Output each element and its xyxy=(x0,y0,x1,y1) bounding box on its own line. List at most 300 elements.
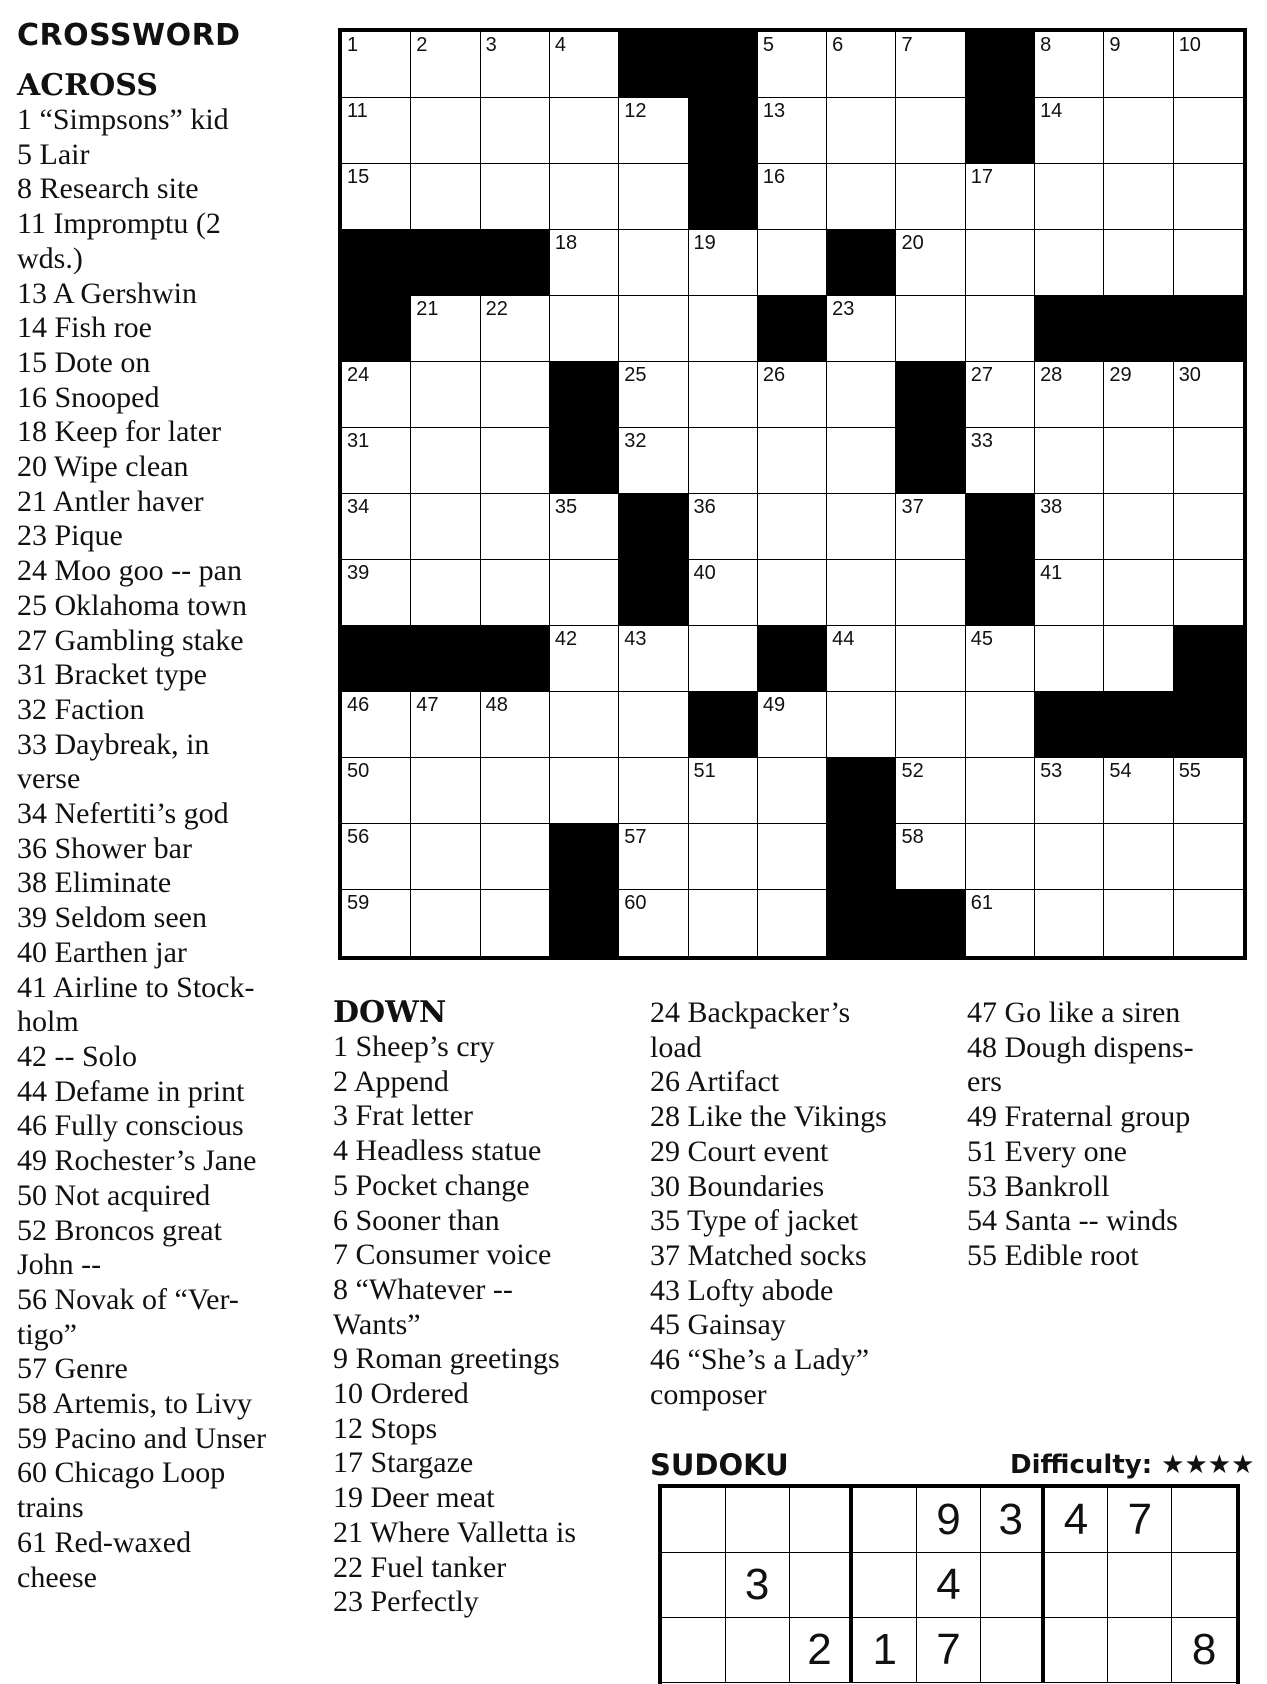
clue-line: verse xyxy=(17,762,81,796)
cell-number: 45 xyxy=(970,628,994,650)
grid-block xyxy=(1104,692,1173,758)
grid-cell[interactable] xyxy=(896,626,965,692)
grid-cell[interactable] xyxy=(1104,626,1173,692)
clue-line: 19 Deer meat xyxy=(333,1481,495,1515)
grid-cell[interactable] xyxy=(966,362,1035,428)
cell-number: 21 xyxy=(416,298,439,320)
grid-cell[interactable] xyxy=(1174,32,1243,98)
clue-line: holm xyxy=(17,1005,79,1039)
grid-cell[interactable] xyxy=(342,692,411,758)
grid-block xyxy=(966,494,1035,560)
cell-number: 3 xyxy=(485,34,497,56)
clue-line: 22 Fuel tanker xyxy=(333,1550,507,1584)
cell-number: 16 xyxy=(762,166,786,188)
clue-line: 59 Pacino and Unser xyxy=(17,1421,267,1455)
sudoku-cell[interactable] xyxy=(662,1488,726,1553)
clue-line: 14 Fish roe xyxy=(17,311,152,345)
grid-cell[interactable] xyxy=(896,758,965,824)
sudoku-cell[interactable]: 3 xyxy=(981,1488,1045,1553)
clue-line: 53 Bankroll xyxy=(967,1169,1110,1203)
sudoku-cell[interactable] xyxy=(726,1488,790,1553)
grid-cell[interactable] xyxy=(689,626,758,692)
clue-line: 52 Broncos great xyxy=(17,1213,222,1247)
clue-line: trains xyxy=(17,1491,84,1525)
grid-cell[interactable] xyxy=(1104,164,1173,230)
grid-cell[interactable] xyxy=(896,98,965,164)
clue-line: 20 Wipe clean xyxy=(17,450,189,484)
cell-number: 23 xyxy=(832,298,855,320)
clue-line: 6 Sooner than xyxy=(333,1203,500,1237)
cell-number: 56 xyxy=(347,826,370,848)
sudoku-cell[interactable] xyxy=(1045,1618,1109,1683)
grid-cell[interactable] xyxy=(1104,494,1173,560)
clue-line: load xyxy=(650,1030,702,1064)
grid-cell[interactable] xyxy=(411,890,480,956)
grid-cell[interactable] xyxy=(827,362,896,428)
grid-cell[interactable] xyxy=(1104,230,1173,296)
grid-cell[interactable] xyxy=(481,560,550,626)
grid-cell[interactable] xyxy=(550,98,619,164)
grid-cell[interactable] xyxy=(1174,164,1243,230)
grid-cell[interactable] xyxy=(1104,824,1173,890)
grid-cell[interactable] xyxy=(896,32,965,98)
grid-cell[interactable] xyxy=(619,692,688,758)
grid-cell[interactable] xyxy=(758,362,827,428)
grid-cell[interactable] xyxy=(896,560,965,626)
sudoku-cell[interactable] xyxy=(1108,1618,1172,1683)
grid-cell[interactable] xyxy=(827,32,896,98)
grid-cell[interactable] xyxy=(411,560,480,626)
clue-line: 24 Moo goo -- pan xyxy=(17,554,242,588)
grid-cell[interactable] xyxy=(689,296,758,362)
cell-number: 11 xyxy=(347,100,368,122)
clue-line: 56 Novak of “Ver- xyxy=(17,1282,239,1316)
cell-number: 26 xyxy=(762,364,786,386)
clue-line: 11 Impromptu (2 xyxy=(17,207,221,241)
grid-block xyxy=(689,692,758,758)
grid-cell[interactable] xyxy=(1174,560,1243,626)
grid-block xyxy=(481,626,550,692)
clue-line: 58 Artemis, to Livy xyxy=(17,1387,252,1421)
grid-block xyxy=(827,890,896,956)
grid-block xyxy=(1174,296,1243,362)
grid-cell[interactable] xyxy=(827,164,896,230)
cell-number: 47 xyxy=(416,694,439,716)
grid-cell[interactable] xyxy=(411,98,480,164)
grid-cell[interactable] xyxy=(758,230,827,296)
clue-line: 21 Where Valletta is xyxy=(333,1515,576,1549)
grid-cell[interactable] xyxy=(619,296,688,362)
grid-cell[interactable] xyxy=(550,560,619,626)
cell-number: 39 xyxy=(347,562,370,584)
grid-cell[interactable] xyxy=(342,758,411,824)
sudoku-cell[interactable]: 4 xyxy=(917,1553,981,1618)
grid-cell[interactable] xyxy=(1035,560,1104,626)
clue-line: 37 Matched socks xyxy=(650,1238,867,1272)
grid-cell[interactable] xyxy=(411,428,480,494)
crossword-grid xyxy=(338,28,1247,960)
grid-cell[interactable] xyxy=(1035,758,1104,824)
grid-cell[interactable] xyxy=(411,362,480,428)
clue-line: tigo” xyxy=(17,1317,77,1351)
grid-cell[interactable] xyxy=(1035,362,1104,428)
clue-line: John -- xyxy=(17,1248,102,1282)
grid-cell[interactable] xyxy=(827,98,896,164)
grid-cell[interactable] xyxy=(342,32,411,98)
grid-cell[interactable] xyxy=(342,824,411,890)
cell-number: 20 xyxy=(901,232,924,254)
grid-cell[interactable] xyxy=(619,362,688,428)
grid-block xyxy=(342,230,411,296)
grid-block xyxy=(342,296,411,362)
cell-number: 43 xyxy=(624,628,647,650)
clue-line: 3 Frat letter xyxy=(333,1099,473,1133)
grid-block xyxy=(966,98,1035,164)
grid-block xyxy=(411,626,480,692)
grid-cell[interactable] xyxy=(550,758,619,824)
grid-cell[interactable] xyxy=(827,626,896,692)
grid-cell[interactable] xyxy=(1035,164,1104,230)
grid-cell[interactable] xyxy=(896,164,965,230)
grid-cell[interactable] xyxy=(827,560,896,626)
grid-cell[interactable] xyxy=(689,758,758,824)
clue-line: 54 Santa -- winds xyxy=(967,1204,1178,1238)
clue-line: 4 Headless statue xyxy=(333,1134,542,1168)
grid-cell[interactable] xyxy=(1174,428,1243,494)
sudoku-cell[interactable] xyxy=(790,1488,854,1553)
grid-cell[interactable] xyxy=(758,32,827,98)
grid-cell[interactable] xyxy=(758,890,827,956)
cell-number: 36 xyxy=(693,496,716,518)
grid-cell[interactable] xyxy=(342,362,411,428)
grid-cell[interactable] xyxy=(619,428,688,494)
clue-line: 5 Pocket change xyxy=(333,1168,530,1202)
cell-number: 29 xyxy=(1109,364,1132,386)
clue-line: 60 Chicago Loop xyxy=(17,1456,226,1490)
grid-cell[interactable] xyxy=(689,230,758,296)
clue-line: 34 Nefertiti’s god xyxy=(17,797,229,831)
grid-block xyxy=(689,98,758,164)
grid-cell[interactable] xyxy=(966,692,1035,758)
grid-block xyxy=(619,494,688,560)
cell-number: 57 xyxy=(624,826,647,848)
grid-cell[interactable] xyxy=(619,890,688,956)
grid-cell[interactable] xyxy=(966,230,1035,296)
grid-cell[interactable] xyxy=(896,296,965,362)
grid-cell[interactable] xyxy=(1104,428,1173,494)
grid-cell[interactable] xyxy=(1174,230,1243,296)
cell-number: 2 xyxy=(416,34,428,56)
grid-cell[interactable] xyxy=(481,692,550,758)
difficulty-rating: Difficulty: ★★★★ xyxy=(1010,1450,1255,1480)
grid-cell[interactable] xyxy=(481,890,550,956)
grid-block xyxy=(758,626,827,692)
grid-cell[interactable] xyxy=(758,560,827,626)
grid-cell[interactable] xyxy=(411,824,480,890)
grid-cell[interactable] xyxy=(481,758,550,824)
grid-cell[interactable] xyxy=(1104,890,1173,956)
down-clue-list-3 xyxy=(967,996,1194,1274)
crossword-title: CROSSWORD xyxy=(17,18,241,53)
cell-number: 44 xyxy=(832,628,855,650)
grid-cell[interactable] xyxy=(1174,494,1243,560)
grid-block xyxy=(481,230,550,296)
grid-cell[interactable] xyxy=(966,758,1035,824)
clue-line: composer xyxy=(650,1377,767,1411)
clue-line: 33 Daybreak, in xyxy=(17,727,210,761)
grid-cell[interactable] xyxy=(896,230,965,296)
grid-cell[interactable] xyxy=(342,164,411,230)
grid-cell[interactable] xyxy=(689,362,758,428)
grid-cell[interactable] xyxy=(1035,890,1104,956)
grid-cell[interactable] xyxy=(411,692,480,758)
grid-cell[interactable] xyxy=(1174,758,1243,824)
grid-cell[interactable] xyxy=(966,296,1035,362)
clue-line: 8 “Whatever -- xyxy=(333,1272,513,1306)
grid-cell[interactable] xyxy=(619,98,688,164)
cell-number: 41 xyxy=(1040,562,1063,584)
grid-cell[interactable] xyxy=(1174,890,1243,956)
cell-number: 37 xyxy=(901,496,924,518)
cell-number: 42 xyxy=(554,628,578,650)
grid-cell[interactable] xyxy=(481,32,550,98)
clue-line: cheese xyxy=(17,1560,97,1594)
clue-line: 43 Lofty abode xyxy=(650,1273,834,1307)
grid-cell[interactable] xyxy=(411,164,480,230)
grid-cell[interactable] xyxy=(481,164,550,230)
clue-line: 55 Edible root xyxy=(967,1238,1139,1272)
grid-cell[interactable] xyxy=(619,164,688,230)
grid-block xyxy=(966,560,1035,626)
sudoku-cell[interactable]: 9 xyxy=(917,1488,981,1553)
clue-line: 61 Red-waxed xyxy=(17,1525,192,1559)
grid-cell[interactable] xyxy=(1174,824,1243,890)
grid-block xyxy=(1035,692,1104,758)
grid-cell[interactable] xyxy=(896,494,965,560)
grid-cell[interactable] xyxy=(689,494,758,560)
clue-line: 13 A Gershwin xyxy=(17,276,197,310)
clue-line: 9 Roman greetings xyxy=(333,1342,560,1376)
clue-line: 40 Earthen jar xyxy=(17,935,187,969)
grid-cell[interactable] xyxy=(827,428,896,494)
sudoku-cell[interactable] xyxy=(662,1553,726,1618)
grid-cell[interactable] xyxy=(481,98,550,164)
grid-cell[interactable] xyxy=(481,296,550,362)
grid-cell[interactable] xyxy=(411,758,480,824)
cell-number: 60 xyxy=(624,892,647,914)
grid-cell[interactable] xyxy=(966,824,1035,890)
sudoku-cell[interactable] xyxy=(1108,1553,1172,1618)
grid-cell[interactable] xyxy=(1174,362,1243,428)
cell-number: 54 xyxy=(1109,760,1132,782)
grid-cell[interactable] xyxy=(550,692,619,758)
grid-cell[interactable] xyxy=(619,824,688,890)
grid-block xyxy=(827,824,896,890)
grid-cell[interactable] xyxy=(550,626,619,692)
sudoku-cell[interactable] xyxy=(790,1553,854,1618)
grid-cell[interactable] xyxy=(689,824,758,890)
sudoku-cell[interactable] xyxy=(726,1618,790,1683)
grid-cell[interactable] xyxy=(1104,32,1173,98)
grid-cell[interactable] xyxy=(1035,428,1104,494)
cell-number: 34 xyxy=(347,496,370,518)
clue-line: wds.) xyxy=(17,241,83,275)
grid-cell[interactable] xyxy=(1035,626,1104,692)
cell-number: 33 xyxy=(970,430,994,452)
clue-line: 31 Bracket type xyxy=(17,658,207,692)
cell-number: 19 xyxy=(693,232,716,254)
clue-line: 36 Shower bar xyxy=(17,831,192,865)
grid-block xyxy=(619,32,688,98)
grid-block xyxy=(619,560,688,626)
grid-cell[interactable] xyxy=(758,758,827,824)
grid-cell[interactable] xyxy=(689,428,758,494)
grid-block xyxy=(896,890,965,956)
grid-cell[interactable] xyxy=(481,824,550,890)
grid-cell[interactable] xyxy=(342,428,411,494)
grid-cell[interactable] xyxy=(619,230,688,296)
clue-line: 8 Research site xyxy=(17,172,199,206)
clue-line: 23 Perfectly xyxy=(333,1585,479,1619)
sudoku-cell[interactable]: 7 xyxy=(917,1618,981,1683)
sudoku-cell[interactable]: 7 xyxy=(1108,1488,1172,1553)
cell-number: 4 xyxy=(554,34,567,56)
grid-cell[interactable] xyxy=(342,98,411,164)
grid-cell[interactable] xyxy=(1104,362,1173,428)
grid-cell[interactable] xyxy=(411,32,480,98)
grid-cell[interactable] xyxy=(1174,98,1243,164)
grid-cell[interactable] xyxy=(689,890,758,956)
clue-line: 2 Append xyxy=(333,1064,449,1098)
grid-cell[interactable] xyxy=(1104,98,1173,164)
grid-cell[interactable] xyxy=(411,296,480,362)
sudoku-grid xyxy=(658,1484,1240,1684)
sudoku-cell[interactable] xyxy=(1045,1553,1109,1618)
clue-line: 49 Rochester’s Jane xyxy=(17,1144,257,1178)
clue-line: 49 Fraternal group xyxy=(967,1100,1191,1134)
grid-cell[interactable] xyxy=(342,494,411,560)
grid-cell[interactable] xyxy=(481,362,550,428)
clue-line: 21 Antler haver xyxy=(17,484,204,518)
cell-number: 24 xyxy=(347,364,370,386)
cell-number: 55 xyxy=(1178,760,1201,782)
grid-cell[interactable] xyxy=(550,494,619,560)
grid-cell[interactable] xyxy=(1035,98,1104,164)
grid-cell[interactable] xyxy=(342,890,411,956)
grid-cell[interactable] xyxy=(689,560,758,626)
cell-number: 10 xyxy=(1178,34,1201,56)
grid-cell[interactable] xyxy=(1035,824,1104,890)
grid-cell[interactable] xyxy=(1035,230,1104,296)
clue-line: 46 Fully conscious xyxy=(17,1109,244,1143)
grid-cell[interactable] xyxy=(1035,494,1104,560)
grid-cell[interactable] xyxy=(1035,32,1104,98)
down-heading: DOWN xyxy=(333,995,447,1030)
grid-cell[interactable] xyxy=(966,890,1035,956)
clue-line: 18 Keep for later xyxy=(17,415,222,449)
grid-cell[interactable] xyxy=(550,296,619,362)
grid-block xyxy=(342,626,411,692)
clue-line: 27 Gambling stake xyxy=(17,623,244,657)
clue-line: 30 Boundaries xyxy=(650,1169,825,1203)
grid-cell[interactable] xyxy=(550,32,619,98)
sudoku-title: SUDOKU xyxy=(650,1448,789,1482)
grid-cell[interactable] xyxy=(827,494,896,560)
grid-block xyxy=(758,296,827,362)
down-clues-col1 xyxy=(333,996,576,1620)
grid-cell[interactable] xyxy=(896,692,965,758)
sudoku-cell[interactable]: 4 xyxy=(1045,1488,1109,1553)
grid-cell[interactable] xyxy=(481,494,550,560)
grid-cell[interactable] xyxy=(411,494,480,560)
grid-cell[interactable] xyxy=(966,626,1035,692)
sudoku-cell[interactable]: 8 xyxy=(1172,1618,1236,1683)
grid-cell[interactable] xyxy=(758,98,827,164)
grid-cell[interactable] xyxy=(1104,560,1173,626)
sudoku-cell[interactable] xyxy=(853,1553,917,1618)
clue-line: 46 “She’s a Lady” xyxy=(650,1343,870,1377)
cell-number: 1 xyxy=(347,34,359,56)
grid-cell[interactable] xyxy=(966,164,1035,230)
grid-cell[interactable] xyxy=(619,758,688,824)
sudoku-cell[interactable] xyxy=(662,1618,726,1683)
grid-block xyxy=(550,890,619,956)
across-clues xyxy=(17,69,266,1595)
grid-cell[interactable] xyxy=(1104,758,1173,824)
grid-block xyxy=(896,428,965,494)
sudoku-cell[interactable]: 3 xyxy=(726,1553,790,1618)
sudoku-cell[interactable] xyxy=(1172,1553,1236,1618)
grid-cell[interactable] xyxy=(550,230,619,296)
grid-cell[interactable] xyxy=(550,164,619,230)
grid-cell[interactable] xyxy=(758,428,827,494)
grid-cell[interactable] xyxy=(827,692,896,758)
cell-number: 9 xyxy=(1109,34,1121,56)
cell-number: 59 xyxy=(347,892,370,914)
grid-cell[interactable] xyxy=(896,824,965,890)
grid-cell[interactable] xyxy=(758,692,827,758)
clue-line: 39 Seldom seen xyxy=(17,901,207,935)
sudoku-cell[interactable] xyxy=(853,1488,917,1553)
cell-number: 50 xyxy=(347,760,370,782)
grid-block xyxy=(689,32,758,98)
sudoku-cell[interactable] xyxy=(981,1553,1045,1618)
grid-cell[interactable] xyxy=(966,428,1035,494)
grid-cell[interactable] xyxy=(342,560,411,626)
grid-cell[interactable] xyxy=(758,164,827,230)
sudoku-cell[interactable] xyxy=(981,1618,1045,1683)
clue-line: 47 Go like a siren xyxy=(967,996,1181,1029)
grid-cell[interactable] xyxy=(827,296,896,362)
clue-line: 15 Dote on xyxy=(17,345,151,379)
grid-cell[interactable] xyxy=(758,494,827,560)
clue-line: 42 -- Solo xyxy=(17,1039,137,1073)
grid-cell[interactable] xyxy=(758,824,827,890)
sudoku-cell[interactable] xyxy=(1172,1488,1236,1553)
sudoku-cell[interactable]: 2 xyxy=(790,1618,854,1683)
grid-block xyxy=(689,164,758,230)
down-clues-col2 xyxy=(650,996,887,1412)
grid-cell[interactable] xyxy=(481,428,550,494)
clue-line: 48 Dough dispens- xyxy=(967,1030,1194,1064)
clue-line: 23 Pique xyxy=(17,519,123,553)
cell-number: 49 xyxy=(762,694,786,716)
cell-number: 5 xyxy=(762,34,774,56)
grid-cell[interactable] xyxy=(619,626,688,692)
sudoku-cell[interactable]: 1 xyxy=(853,1618,917,1683)
clue-line: 35 Type of jacket xyxy=(650,1204,859,1238)
clue-line: ers xyxy=(967,1065,1002,1099)
